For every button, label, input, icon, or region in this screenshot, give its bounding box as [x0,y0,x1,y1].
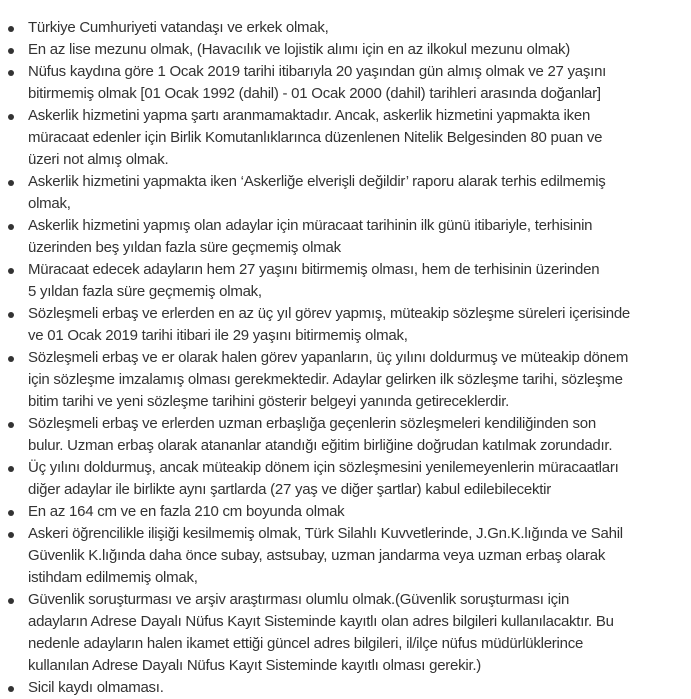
bullet-icon [8,180,14,186]
list-item [0,523,691,589]
list-item-text: Türkiye Cumhuriyeti vatandaşı ve erkek olmak, [28,19,329,36]
bullet-icon [8,686,14,692]
list-item [0,171,691,215]
list-item-text: Sicil kaydı olmaması. [28,679,164,696]
bullet-icon [8,598,14,604]
list-item-text: Güvenlik soruşturması ve arşiv araştırması olumlu olmak.(Güvenlik soruşturması için [28,591,570,608]
list-item [0,61,691,105]
bullet-icon [8,268,14,274]
list-item-text: En az 164 cm ve en fazla 210 cm boyunda olmak [28,503,345,520]
list-item [0,677,691,699]
list-item-text: Askeri öğrencilikle ilişiği kesilmemiş olmak, Türk Silahlı Kuvvetlerinde, J.Gn.K.lığında ve Sahil [28,525,623,542]
list-item [0,105,691,171]
list-item-text: istihdam edilmemiş olmak, [28,569,198,586]
bullet-icon [8,532,14,538]
list-item-text: bulur. Uzman erbaş olarak atananlar atandığı eğitim birliğine doğrudan katılmak zorundadır. [28,437,613,454]
bullet-icon [8,466,14,472]
bullet-icon [8,114,14,120]
list-item-text: Sözleşmeli erbaş ve er olarak halen görev yapanların, üç yılını doldurmuş ve müteakip dönem [28,349,629,366]
list-item-text: nedenle adayların halen ikamet ettiği güncel adres bilgileri, il/ilçe nüfus müdürlüklerince [28,635,584,652]
list-item-text: adayların Adrese Dayalı Nüfus Kayıt Sisteminde kayıtlı olan adres bilgileri kullanılacaktır. Bu [28,613,614,630]
list-item [0,17,691,39]
list-item-text: müracaat edenler için Birlik Komutanlıklarınca düzenlenen Nitelik Belgesinden 80 puan ve [28,129,603,146]
bullet-icon [8,48,14,54]
list-item-text: üzeri not almış olmak. [28,151,169,168]
bullet-icon [8,312,14,318]
list-item-text: En az lise mezunu olmak, (Havacılık ve lojistik alımı için en az ilkokul mezunu olmak) [28,41,571,58]
list-item [0,589,691,677]
list-item-text: Sözleşmeli erbaş ve erlerden uzman erbaşlığa geçenlerin sözleşmeleri kendiliğinden son [28,415,596,432]
list-item-text: diğer adaylar ile birlikte aynı şartlarda (27 yaş ve diğer şartlar) kabul edilebilecektir [28,481,552,498]
list-item [0,303,691,347]
list-item [0,215,691,259]
list-item-text: kullanılan Adrese Dayalı Nüfus Kayıt Sisteminde kayıtlı olması gerekir.) [28,657,482,674]
list-item-text: Sözleşmeli erbaş ve erlerden en az üç yıl görev yapmış, müteakip sözleşme süreleri içerisinde [28,305,631,322]
list-item-text: Askerlik hizmetini yapma şartı aranmamaktadır. Ancak, askerlik hizmetini yapmakta iken [28,107,591,124]
bullet-icon [8,356,14,362]
list-item-text: Güvenlik K.lığında daha önce subay, astsubay, uzman jandarma veya uzman erbaş olarak [28,547,606,564]
list-item-text: Askerlik hizmetini yapmış olan adaylar için müracaat tarihinin ilk günü itibariyle, terhisinin [28,217,593,234]
list-item [0,413,691,457]
list-item-text: bitirmemiş olmak [01 Ocak 1992 (dahil) - 01 Ocak 2000 (dahil) tarihleri arasında doğanlar] [28,85,601,102]
list-item-text: 5 yıldan fazla süre geçmemiş olmak, [28,283,262,300]
requirements-list [0,17,691,699]
bullet-icon [8,224,14,230]
list-item-text: Askerlik hizmetini yapmakta iken ‘Askerliğe elverişli değildir’ raporu alarak terhis edilmemiş [28,173,606,190]
list-item-text: üzerinden beş yıldan fazla süre geçmemiş olmak [28,239,341,256]
list-item-text: Üç yılını doldurmuş, ancak müteakip dönem için sözleşmesini yenilemeyenlerin müracaatları [28,459,619,476]
list-item [0,347,691,413]
list-item [0,39,691,61]
list-item [0,259,691,303]
list-item-text: bitim tarihi ve yeni sözleşme tarihini gösterir belgeyi yanında getireceklerdir. [28,393,510,410]
list-item [0,501,691,523]
list-item-text: Nüfus kaydına göre 1 Ocak 2019 tarihi itibarıyla 20 yaşından gün almış olmak ve 27 yaşını [28,63,607,80]
bullet-icon [8,510,14,516]
bullet-icon [8,422,14,428]
list-item-text: için sözleşme imzalamış olması gerekmektedir. Adaylar gelirken ilk sözleşme tarihi, sözleşme [28,371,623,388]
list-item [0,457,691,501]
bullet-icon [8,70,14,76]
list-item-text: olmak, [28,195,71,212]
list-item-text: ve 01 Ocak 2019 tarihi itibari ile 29 yaşını bitirmemiş olmak, [28,327,408,344]
bullet-icon [8,26,14,32]
list-item-text: Müracaat edecek adayların hem 27 yaşını bitirmemiş olması, hem de terhisinin üzerinden [28,261,600,278]
